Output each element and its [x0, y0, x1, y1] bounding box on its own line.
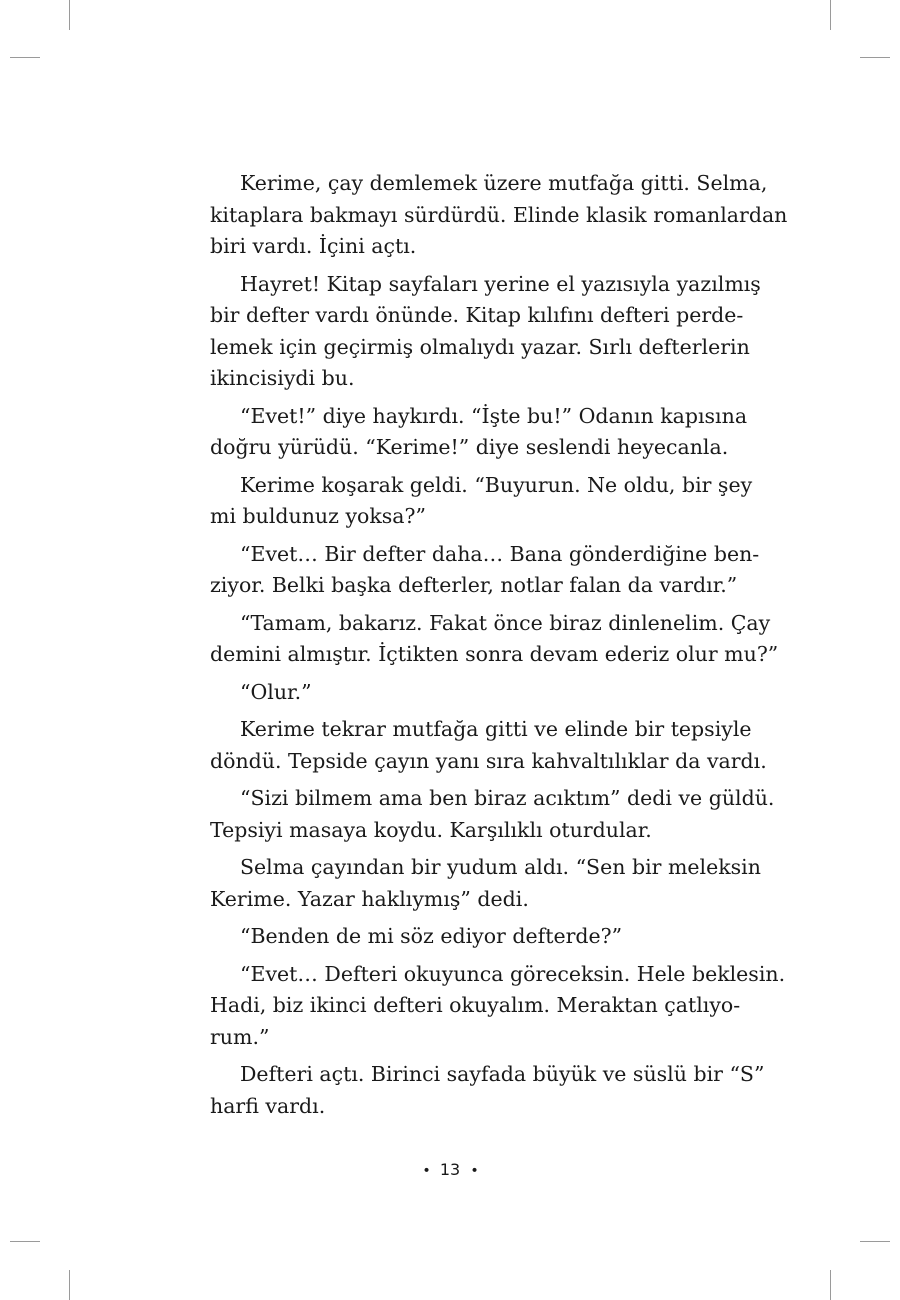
- text-line: “Sizi bilmem ama ben biraz acıktım” dedi ve güldü.: [240, 786, 775, 810]
- text-line: Kerime. Yazar haklıymış” dedi.: [210, 886, 529, 911]
- crop-mark: [69, 0, 70, 30]
- text-line: “Tamam, bakarız. Fakat önce biraz dinlenelim. Çay: [240, 610, 771, 635]
- paragraph: [210, 269, 761, 395]
- crop-mark: [860, 1241, 890, 1242]
- paragraph: [210, 470, 753, 533]
- paragraph: [210, 1059, 765, 1122]
- text-line: “Evet… Bir defter daha… Bana gönderdiğine ben-: [240, 541, 760, 566]
- text-line: demini almıştır. İçtikten sonra devam ederiz olur mu?”: [210, 642, 779, 666]
- text-line: Hayret! Kitap sayfaları yerine el yazısıyla yazılmış: [240, 271, 761, 296]
- paragraph: [210, 168, 788, 263]
- text-line: bir defter vardı önünde. Kitap kılıfını defteri perde-: [210, 303, 744, 327]
- ornament-left-icon: •: [419, 1162, 433, 1180]
- crop-mark: [69, 1270, 70, 1300]
- text-line: Kerime tekrar mutfağa gitti ve elinde bir tepsiyle: [240, 717, 752, 741]
- paragraph: [210, 677, 718, 709]
- page-number: 13: [439, 1160, 461, 1179]
- paragraph: [210, 608, 779, 671]
- text-line: döndü. Tepside çayın yanı sıra kahvaltılıklar da vardı.: [210, 748, 767, 773]
- crop-mark: [10, 1241, 40, 1242]
- page-footer: [0, 1160, 900, 1179]
- crop-mark: [10, 57, 40, 58]
- paragraph: [210, 539, 760, 602]
- paragraph: [210, 714, 767, 777]
- text-line: “Olur.”: [240, 679, 312, 704]
- text-line: rum.”: [210, 1024, 270, 1049]
- text-line: mi buldunuz yoksa?”: [210, 504, 427, 528]
- text-line: Tepsiyi masaya koydu. Karşılıklı oturdular.: [210, 817, 652, 842]
- text-line: Kerime koşarak geldi. “Buyurun. Ne oldu, bir şey: [240, 472, 753, 497]
- text-line: biri vardı. İçini açtı.: [210, 234, 417, 258]
- paragraph: [210, 401, 748, 464]
- text-line: lemek için geçirmiş olmalıydı yazar. Sırlı defterlerin: [210, 334, 750, 359]
- ornament-right-icon: •: [467, 1162, 481, 1180]
- paragraph: [210, 783, 775, 846]
- crop-mark: [830, 0, 831, 30]
- paragraph: [210, 921, 718, 953]
- text-line: ziyor. Belki başka defterler, notlar falan da vardır.”: [210, 573, 738, 597]
- body-text: [210, 168, 788, 1128]
- text-line: “Benden de mi söz ediyor defterde?”: [240, 924, 623, 948]
- text-line: Defteri açtı. Birinci sayfada büyük ve süslü bir “S”: [240, 1062, 765, 1086]
- text-line: Kerime, çay demlemek üzere mutfağa gitti. Selma,: [240, 171, 768, 195]
- text-line: harfi vardı.: [210, 1093, 326, 1118]
- paragraph: [210, 852, 761, 915]
- text-line: kitaplara bakmayı sürdürdü. Elinde klasik romanlardan: [210, 202, 788, 227]
- text-line: Hadi, biz ikinci defteri okuyalım. Meraktan çatlıyo-: [210, 993, 741, 1017]
- text-line: doğru yürüdü. “Kerime!” diye seslendi heyecanla.: [210, 435, 729, 459]
- text-line: Selma çayından bir yudum aldı. “Sen bir meleksin: [240, 855, 761, 879]
- text-line: ikincisiydi bu.: [210, 366, 355, 390]
- paragraph: [210, 959, 786, 1054]
- text-line: “Evet… Defteri okuyunca göreceksin. Hele beklesin.: [240, 961, 786, 986]
- crop-mark: [860, 57, 890, 58]
- crop-mark: [830, 1270, 831, 1300]
- text-line: “Evet!” diye haykırdı. “İşte bu!” Odanın kapısına: [240, 403, 748, 428]
